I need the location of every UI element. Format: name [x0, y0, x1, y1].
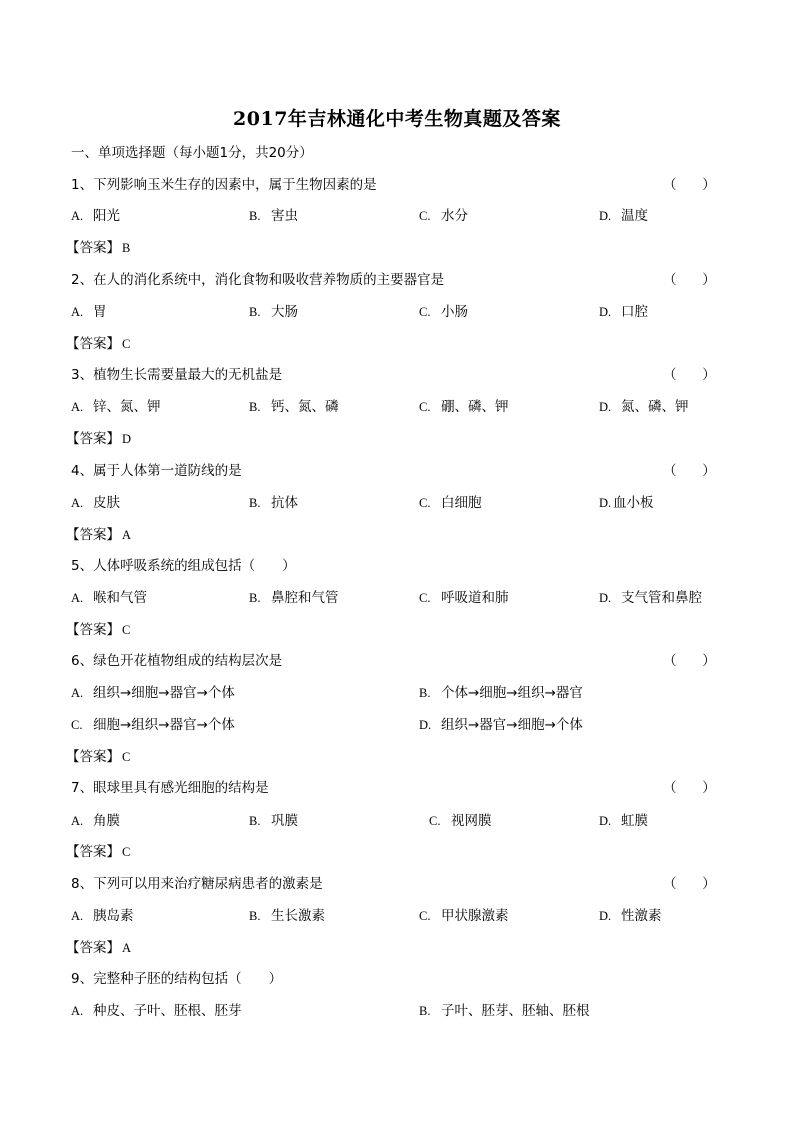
question-7-answer: 【答案】 C	[66, 844, 131, 860]
question-3-answer: 【答案】 D	[66, 431, 132, 447]
question-9-option-b: B. 子叶、胚芽、胚轴、胚根	[419, 1003, 590, 1019]
question-3-option-d: D. 氮、磷、钾	[599, 399, 689, 415]
question-4-answer: 【答案】 A	[66, 527, 132, 543]
question-8-answer: 【答案】 A	[66, 940, 132, 956]
question-8-option-b: B. 生长激素	[249, 908, 325, 924]
question-8-option-a: A. 胰岛素	[71, 908, 134, 924]
question-7-option-c: C. 视网膜	[429, 813, 492, 829]
question-3-option-c: C. 硼、磷、钾	[419, 399, 509, 415]
question-3-option-b: B. 钙、氮、磷	[249, 399, 339, 415]
question-2-blank: （ ）	[663, 272, 716, 288]
question-1-stem: 1、下列影响玉米生存的因素中，属于生物因素的是	[71, 177, 377, 193]
question-4-option-a: A. 皮肤	[71, 495, 120, 511]
question-7-option-d: D. 虹膜	[599, 813, 648, 829]
question-6-option-b: B. 个体→细胞→组织→器官	[419, 685, 583, 701]
question-7-stem: 7、眼球里具有感光细胞的结构是	[71, 780, 269, 796]
question-5-option-c: C. 呼吸道和肺	[419, 590, 509, 606]
question-9-stem: 9、完整种子胚的结构包括（ ）	[71, 971, 283, 987]
question-1-option-b: B. 害虫	[249, 208, 298, 224]
question-3-option-a: A. 锌、氮、钾	[71, 399, 161, 415]
question-3-stem: 3、植物生长需要量最大的无机盐是	[71, 367, 283, 383]
question-5-stem: 5、人体呼吸系统的组成包括（ ）	[71, 558, 296, 574]
question-5-option-d: D. 支气管和鼻腔	[599, 590, 702, 606]
question-7-blank: （ ）	[663, 780, 716, 796]
question-6-option-a: A. 组织→细胞→器官→个体	[71, 685, 235, 701]
question-6-option-c: C. 细胞→组织→器官→个体	[71, 717, 235, 733]
question-1-blank: （ ）	[663, 177, 716, 193]
question-1-option-a: A. 阳光	[71, 208, 120, 224]
question-2-option-d: D. 口腔	[599, 304, 648, 320]
question-1-option-d: D. 温度	[599, 208, 648, 224]
question-2-option-a: A. 胃	[71, 304, 107, 320]
question-6-option-d: D. 组织→器官→细胞→个体	[419, 717, 583, 733]
section-heading: 一、单项选择题（每小题1分，共20分）	[71, 145, 313, 161]
question-5-option-b: B. 鼻腔和气管	[249, 590, 339, 606]
question-6-answer: 【答案】 C	[66, 749, 131, 765]
question-8-option-c: C. 甲状腺激素	[419, 908, 509, 924]
question-4-option-b: B. 抗体	[249, 495, 298, 511]
question-4-blank: （ ）	[663, 463, 716, 479]
question-3-blank: （ ）	[663, 367, 716, 383]
question-7-option-b: B. 巩膜	[249, 813, 298, 829]
question-2-stem: 2、在人的消化系统中，消化食物和吸收营养物质的主要器官是	[71, 272, 445, 288]
question-7-option-a: A. 角膜	[71, 813, 120, 829]
question-1-option-c: C. 水分	[419, 208, 468, 224]
question-2-option-c: C. 小肠	[419, 304, 468, 320]
question-1-answer: 【答案】 B	[66, 240, 131, 256]
question-8-option-d: D. 性激素	[599, 908, 662, 924]
question-2-option-b: B. 大肠	[249, 304, 298, 320]
question-5-option-a: A. 喉和气管	[71, 590, 147, 606]
question-5-answer: 【答案】 C	[66, 622, 131, 638]
question-8-blank: （ ）	[663, 876, 716, 892]
question-2-answer: 【答案】 C	[66, 336, 131, 352]
question-6-blank: （ ）	[663, 653, 716, 669]
question-6-stem: 6、绿色开花植物组成的结构层次是	[71, 653, 283, 669]
question-4-option-d: D. 血小板	[599, 495, 654, 511]
question-8-stem: 8、下列可以用来治疗糖尿病患者的激素是	[71, 876, 323, 892]
question-9-option-a: A. 种皮、子叶、胚根、胚芽	[71, 1003, 242, 1019]
question-4-stem: 4、属于人体第一道防线的是	[71, 463, 242, 479]
question-4-option-c: C. 白细胞	[419, 495, 482, 511]
document-title: 2017年吉林通化中考生物真题及答案	[233, 108, 561, 130]
